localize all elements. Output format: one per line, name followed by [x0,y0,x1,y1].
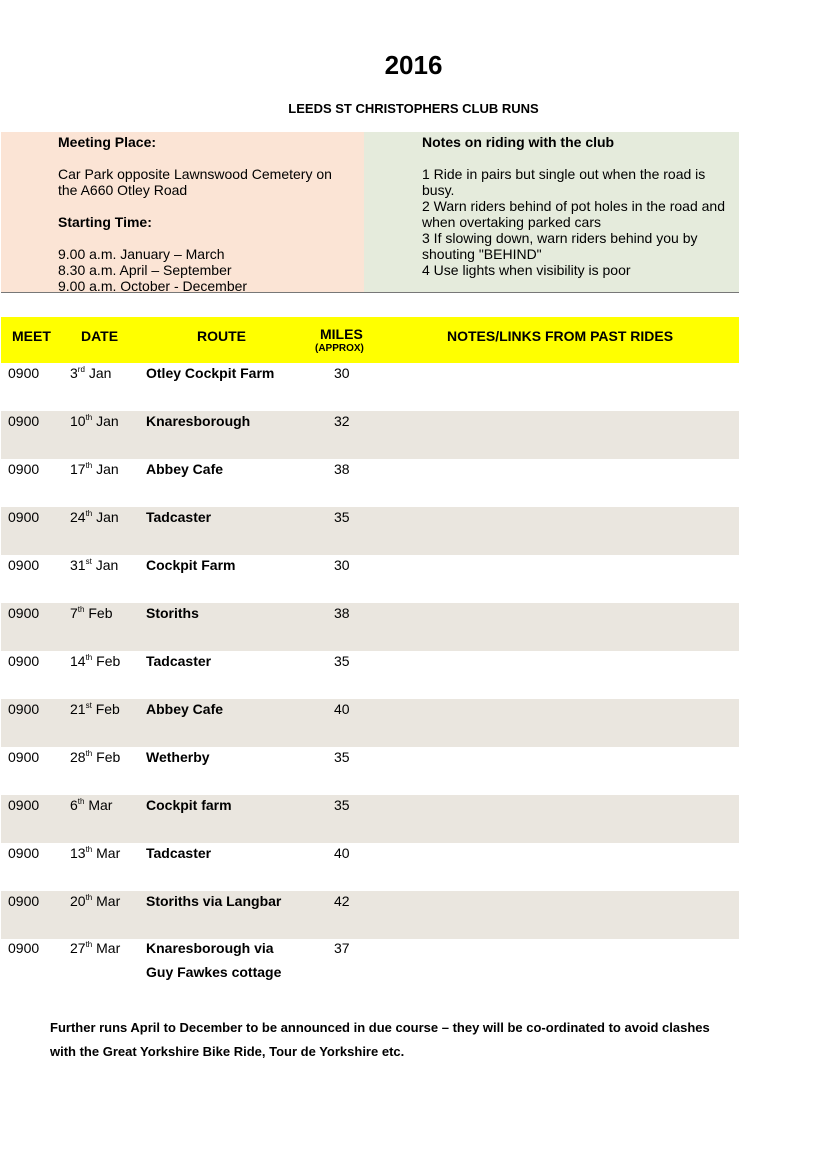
meet-time: 0900 [8,605,40,621]
starting-time-line: 8.30 a.m. April – September [58,262,232,278]
date-suffix: th [85,893,93,902]
route-miles: 38 [334,461,350,477]
route-name: Cockpit Farm [146,557,236,573]
date-month: Feb [96,653,121,669]
route-miles: 35 [334,797,350,813]
date-suffix: th [85,749,93,758]
meet-time: 0900 [8,749,40,765]
ride-date [70,893,120,909]
starting-time-line: 9.00 a.m. October - December [58,278,248,294]
route-miles: 35 [334,509,350,525]
date-suffix: th [85,461,93,470]
date-month: Mar [96,893,121,909]
route-name: Storiths via Langbar [146,893,282,909]
date-month: Feb [95,701,120,717]
date-suffix: th [85,653,93,662]
meet-time: 0900 [8,701,40,717]
footer-line: Further runs April to December to be announced in due course – they will be co-ordinated to avoid clashes [50,1020,710,1035]
date-day: 3 [70,365,78,381]
route-miles: 30 [334,557,350,573]
route-miles: 32 [334,413,350,429]
ride-date [70,653,120,669]
meet-time: 0900 [8,365,40,381]
route-name: Knaresborough [146,413,251,429]
date-day: 27 [70,940,86,956]
meet-time: 0900 [8,940,40,956]
ride-date [70,845,120,861]
route-name: Abbey Cafe [146,461,224,477]
ride-date [70,701,120,717]
date-day: 7 [70,605,78,621]
date-suffix: th [85,509,93,518]
route-name: Otley Cockpit Farm [146,365,275,381]
route-name: Tadcaster [146,509,212,525]
route-miles: 35 [334,653,350,669]
route-miles: 38 [334,605,350,621]
date-month: Feb [88,605,113,621]
date-month: Mar [96,940,121,956]
date-day: 28 [70,749,86,765]
footer-note [50,1016,780,1064]
date-day: 20 [70,893,86,909]
notes-line: 2 Warn riders behind of pot holes in the road and [422,198,726,214]
notes-line: when overtaking parked cars [422,214,601,230]
route-miles: 40 [334,701,350,717]
meet-time: 0900 [8,557,40,573]
route-name: Tadcaster [146,845,212,861]
starting-time-heading: Starting Time: [58,214,152,230]
ride-date [70,461,119,477]
ride-date [70,509,119,525]
starting-time-line: 9.00 a.m. January – March [58,246,225,262]
route-miles: 42 [334,893,350,909]
date-month: Mar [88,797,113,813]
route-miles: 40 [334,845,350,861]
route-name: Cockpit farm [146,797,232,813]
date-month: Jan [96,413,119,429]
ride-date [70,940,120,956]
route-name: Tadcaster [146,653,212,669]
column-header-meet: MEET [12,328,51,344]
date-month: Mar [96,845,121,861]
date-suffix: rd [77,365,85,374]
route-miles: 35 [334,749,350,765]
meet-time: 0900 [8,413,40,429]
notes-heading: Notes on riding with the club [422,134,615,150]
meet-time: 0900 [8,845,40,861]
ride-date [70,749,120,765]
ride-date [70,365,111,381]
notes-line: 1 Ride in pairs but single out when the road is [422,166,706,182]
date-month: Jan [95,557,119,573]
date-day: 6 [70,797,78,813]
notes-line: busy. [422,182,455,198]
notes-line: 3 If slowing down, warn riders behind you by [422,230,698,246]
date-suffix: th [85,413,93,422]
route-miles: 37 [334,940,350,956]
meeting-place-heading: Meeting Place: [58,134,157,150]
date-day: 10 [70,413,86,429]
date-suffix: th [77,797,85,806]
route-miles: 30 [334,365,350,381]
notes-line: 4 Use lights when visibility is poor [422,262,631,278]
footer-line: with the Great Yorkshire Bike Ride, Tour de Yorkshire etc. [50,1044,405,1059]
meet-time: 0900 [8,893,40,909]
ride-date [70,605,112,621]
date-suffix: th [85,940,93,949]
table-row [1,363,739,411]
date-day: 13 [70,845,86,861]
date-day: 31 [70,557,86,573]
date-month: Jan [88,365,112,381]
meet-time: 0900 [8,509,40,525]
meet-time: 0900 [8,653,40,669]
date-day: 17 [70,461,86,477]
route-name: Abbey Cafe [146,701,224,717]
column-header-miles-sub: (APPROX) [315,343,364,354]
meet-time: 0900 [8,461,40,477]
column-header-date: DATE [81,328,119,344]
date-day: 21 [70,701,86,717]
date-suffix: th [85,845,93,854]
column-header-notes: NOTES/LINKS FROM PAST RIDES [447,328,674,344]
date-suffix: st [85,557,92,566]
date-month: Jan [96,509,119,525]
date-month: Feb [96,749,121,765]
meeting-place-line: Car Park opposite Lawnswood Cemetery on [58,166,332,182]
route-name: Wetherby [146,749,210,765]
date-day: 14 [70,653,86,669]
meeting-place-line: the A660 Otley Road [58,182,188,198]
ride-date [70,557,118,573]
date-suffix: st [85,701,92,710]
route-name: Knaresborough via [146,940,274,956]
column-header-route: ROUTE [197,328,246,344]
meet-time: 0900 [8,797,40,813]
route-name-continued: Guy Fawkes cottage [146,964,282,980]
notes-line: shouting "BEHIND" [422,246,542,262]
date-month: Jan [96,461,119,477]
ride-date [70,797,112,813]
page-subtitle: LEEDS ST CHRISTOPHERS CLUB RUNS [288,101,539,116]
route-name: Storiths [146,605,199,621]
date-day: 24 [70,509,86,525]
page-title: 2016 [384,50,443,80]
ride-date [70,413,119,429]
date-suffix: th [77,605,85,614]
column-header-miles: MILES [320,326,363,342]
